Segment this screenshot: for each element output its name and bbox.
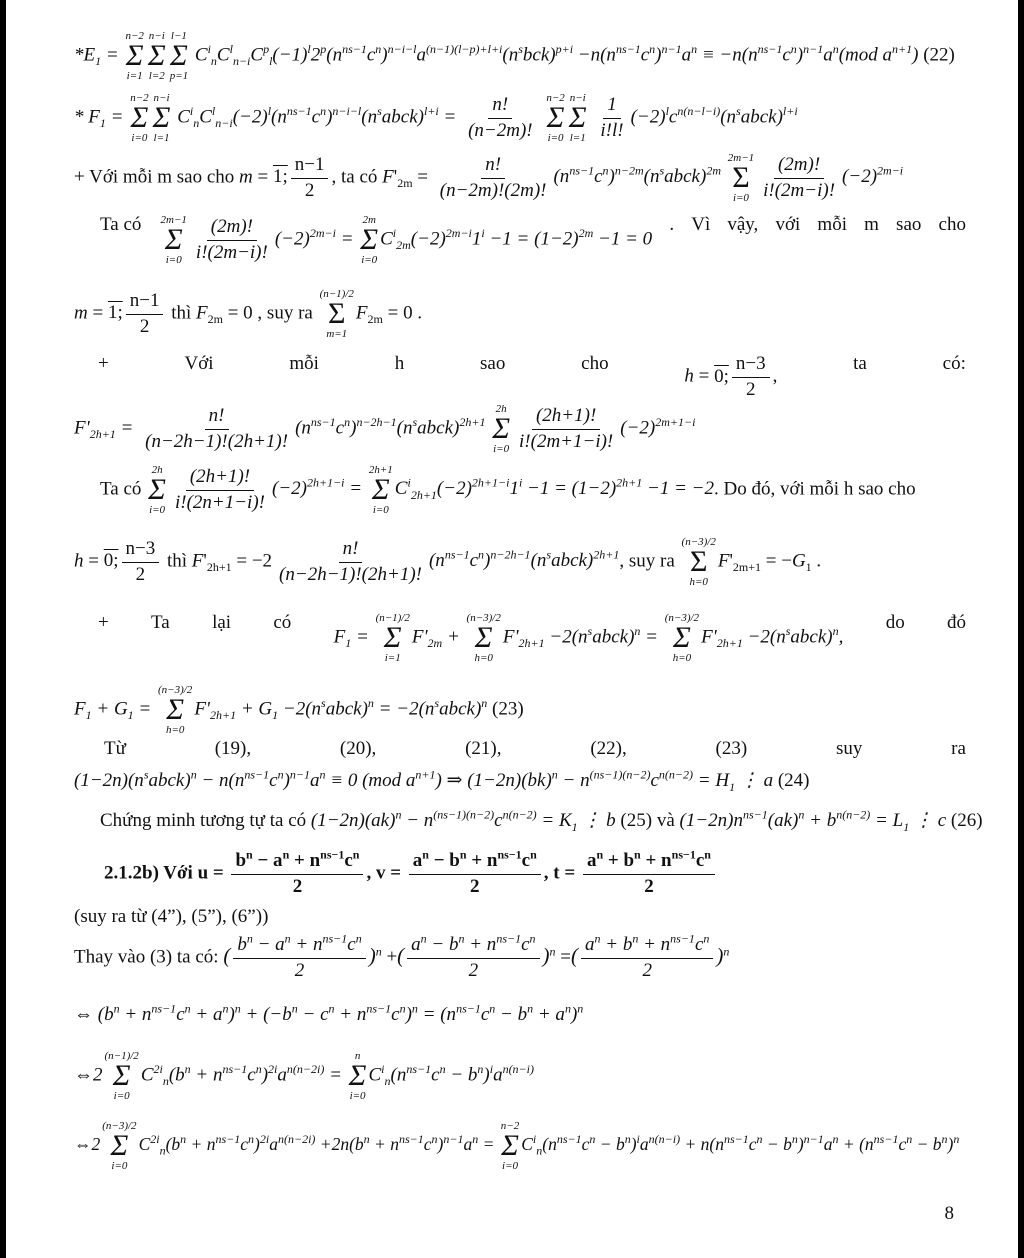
equation-f1: * $F_1$ = n−2 Σ i=0 n−i Σ l=1 $C^i_nC^l_{n-i}(-2)^l(n^{ns-1}c^n)^{n-i-l}(n^sabck)^{l+i}$ = $\frac{n!}{(n-2m)!}$ n−2 Σ i=0 n−i Σ l=1 $\frac{1}{i!l!}$ $(-2)^lc^{n(n-l-i)}(n^sabck)^{l+i}$ <box>74 92 798 144</box>
paragraph-h-sum: Ta có 2h Σ i=0 $\frac{(2h+1)!}{i!(2n+1-i)!}$ $(-2)^{2h+1-i}$ = 2h+1 Σ i=0 $C^i_{2h+1}(-2)^{2h+1-i}1^i -1 = (1-2)^{2h+1} -1 = -2$. Do đó, với mỗi h sao cho <box>100 464 916 516</box>
equation-e1: $*E_1$ = n−2 Σ i=1 n−i Σ l=2 l−1 Σ p=1 $C^i_nC^l_{n-i}C^p_l(-1)^l2^p(n^{ns-1}c^n)^{n-i-l}a^{(n-1)(l-p)+l+i}(n^sbck)^{p+i} -n(n^{ns-1}c^n)^{n-1}a^n \equiv -n(n^{ns-1}c^n)^{n-1}a^n(mod$ $a^{n+1}$) (22) <box>74 30 955 82</box>
paragraph-f1-sum: + Ta lại có $F_1$ = (n−1)/2 Σ i=1 $F'_{2m}$ + (n−3)/2 Σ h=0 $F'_{2h+1}$ $-2(n^sabck)^n$ = (n−3)/2 Σ h=0 $F'_{2h+1}$ $-2(n^sabck)^n$, do đó <box>98 612 966 664</box>
equation-24: $(1-2n)(n^sabck)^n - n(n^{ns-1}c^n)^{n-1}a^n \equiv 0$ (mod $a^{n+1}$) ⇒ $(1-2n)(bk)^n - n^{(ns-1)(n-2)}c^{n(n-2)} = H_1$ ⋮ a (24) <box>74 767 810 794</box>
paragraph-m-sum: Ta có 2m−1 Σ i=0 $\frac{(2m)!}{i!(2m-i)!}$ $(-2)^{2m-i}$ = 2m Σ i=0 $C^i_{2m}(-2)^{2m-i}1^i -1 = (1-2)^{2m} -1 = 0$ . Vì vậy, với mỗi m sao cho <box>100 214 966 266</box>
equation-equiv-1: ⇔ $(b^n + n^{ns-1}c^n + a^n)^n + (-b^n - c^n + n^{ns-1}c^n)^n = (n^{ns-1}c^n - b^n + a^n)^n$ <box>74 1001 584 1025</box>
paragraph-h-result: h = 0; $\frac{n-3}{2}$ thì $F'_{2h+1} = -2$ $\frac{n!}{(n-2h-1)!(2h+1)!}$ $(n^{ns-1}c^n)^{n-2h-1}(n^sabck)^{2h+1}$, suy ra (n−3)/2 Σ h=0 $F'_{2m+1} = -G_1$ . <box>74 536 822 588</box>
paragraph-25-26: Chứng minh tương tự ta có $(1-2n)(ak)^n - n^{(ns-1)(n-2)}c^{n(n-2)} = K_1$ ⋮ b (25) và $(1-2n)n^{ns-1}(ak)^n + b^{n(n-2)} = L_1$ ⋮ c (26) <box>100 807 983 834</box>
paragraph-tu: Từ (19), (20), (21), (22), (23) suy ra <box>104 738 966 759</box>
paragraph-h-case: + Với mỗi h sao cho h = 0; $\frac{n-3}{2}$ , ta có: <box>98 353 966 400</box>
section-heading-2-1-2b: 2.1.2b) Với u = $\frac{b^n - a^n + n^{ns-1}c^n}{2}$ , v = $\frac{a^n - b^n + n^{ns-1}c^n}{2}$ , t = $\frac{a^n + b^n + n^{ns-1}c^n}{2}$ <box>104 850 966 899</box>
page-number: 8 <box>944 1203 954 1224</box>
equation-f-odd: $F'_{2h+1}$ = $\frac{n!}{(n-2h-1)!(2h+1)!}$ $(n^{ns-1}c^n)^{n-2h-1}(n^sabck)^{2h+1}$ 2h Σ i=0 $\frac{(2h+1)!}{i!(2m+1-i)!}$ $(-2)^{2m+1-i}$ <box>74 403 696 455</box>
document-page <box>6 0 1018 1258</box>
equation-23: $F_1 + G_1$ = (n−3)/2 Σ h=0 $F'_{2h+1} + G_1$ $-2(n^sabck)^n$ = $-2(n^sabck)^n$ (23) <box>74 684 524 736</box>
paragraph-thay-vao: Thay vào (3) ta có: ( $\frac{b^n - a^n + n^{ns-1}c^n}{2}$ )$^n$ +( $\frac{a^n - b^n + n^{ns-1}c^n}{2}$ )$^n$ =( $\frac{a^n + b^n + n^{ns-1}c^n}{2}$ )$^n$ <box>74 931 730 981</box>
paragraph-m-result: m = 1; $\frac{n-1}{2}$ thì $F_{2m} = 0$ , suy ra (n−1)/2 Σ m=1 $F_{2m} = 0$ . <box>74 288 423 340</box>
equation-equiv-2: ⇔2 (n−1)/2 Σ i=0 $C^{2i}_n(b^n + n^{ns-1}c^n)^{2i}a^{n(n-2i)}$ = n Σ i=0 $C^i_n(n^{ns-1}c^n - b^n)^ia^{n(n-i)}$ <box>74 1050 534 1102</box>
paragraph-m-case: + Với mỗi m sao cho m = 1; $\frac{n-1}{2}$ , ta có $F'_{2m}$ = $\frac{n!}{(n-2m)!(2m)!}$ $(n^{ns-1}c^n)^{n-2m}(n^sabck)^{2m}$ 2m−1 Σ i=0 $\frac{(2m)!}{i!(2m-i)!}$ $(-2)^{2m-i}$ <box>74 152 904 204</box>
equation-equiv-3: ⇔2 (n−3)/2 Σ i=0 $C^{2i}_n(b^n + n^{ns-1}c^n)^{2i}a^{n(n-2i)} +2n(b^n + n^{ns-1}c^n)^{n-1}a^n$ = n−2 Σ i=0 $C^i_n(n^{ns-1}c^n - b^n)^ia^{n(n-i)} + n(n^{ns-1}c^n - b^n)^{n-1}a^n + (n^{ns-1}c^n - b^n)^n$ <box>74 1120 960 1172</box>
paragraph-suy-ra: (suy ra từ (4”), (5”), (6”)) <box>74 906 269 927</box>
